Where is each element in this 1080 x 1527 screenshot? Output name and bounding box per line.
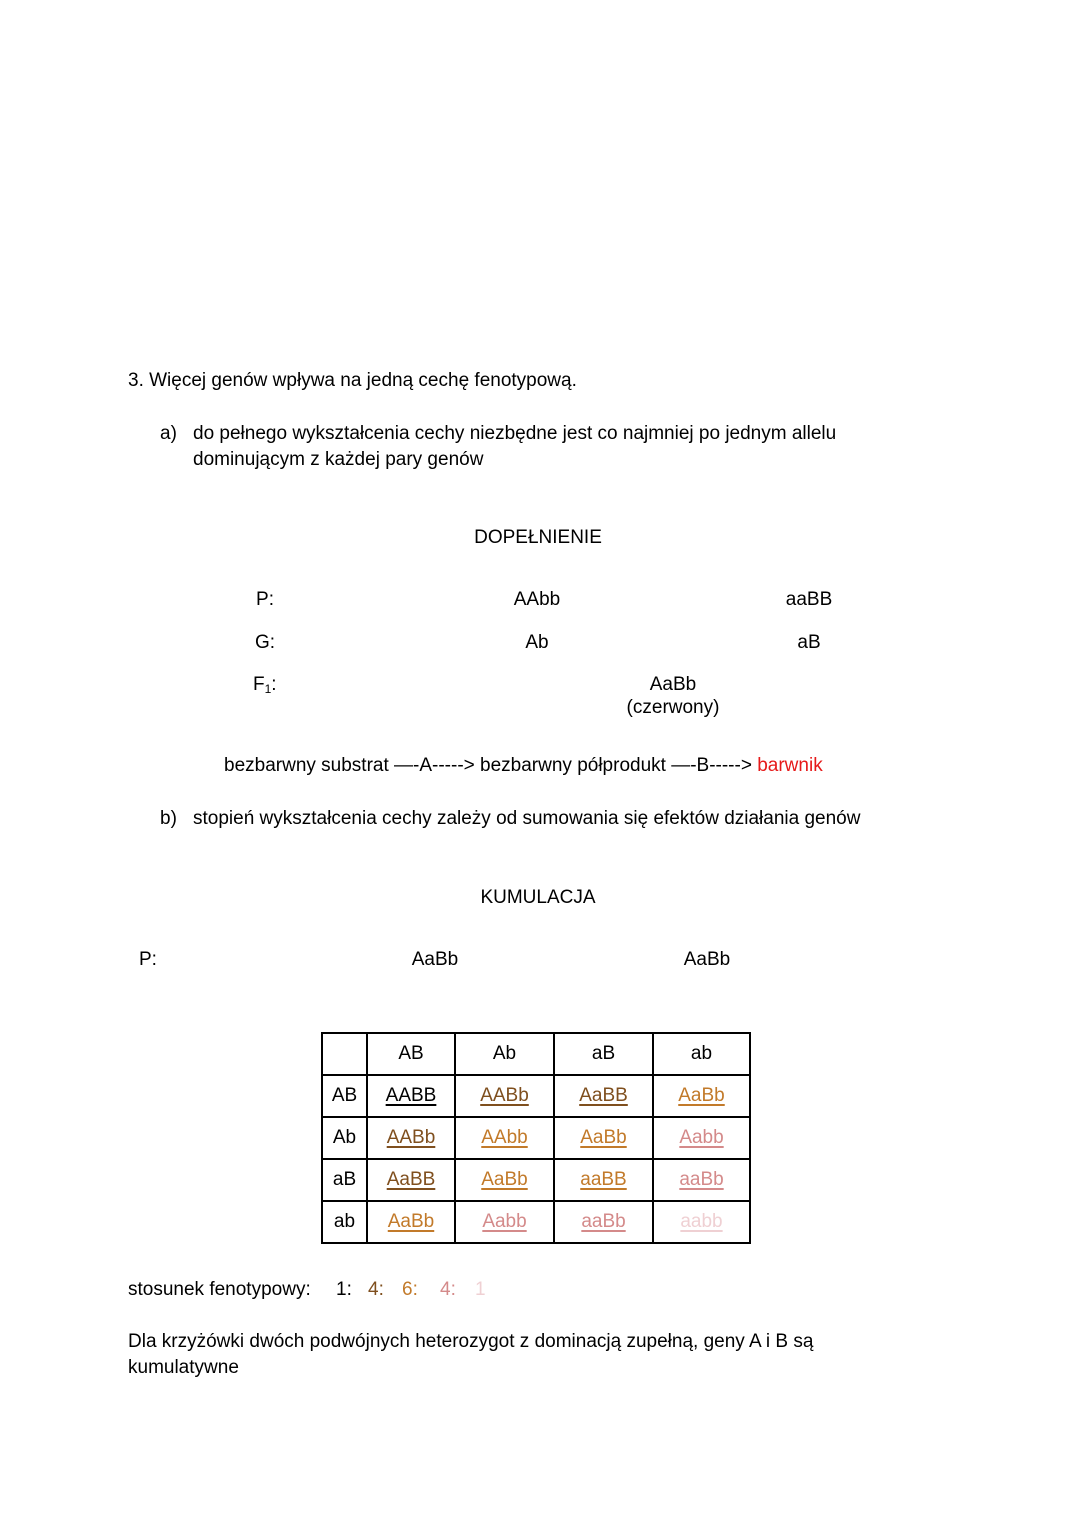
point-b-marker: b) xyxy=(160,808,177,829)
kum-p-label: P: xyxy=(139,949,157,970)
conclusion-line2: kumulatywne xyxy=(128,1357,239,1378)
kumulacja-title: KUMULACJA xyxy=(480,887,596,908)
punnett-row xyxy=(322,1159,750,1201)
punnett-cell: AaBB xyxy=(579,1085,628,1106)
dop-f1-label xyxy=(253,672,277,702)
punnett-cell: AABb xyxy=(386,1127,436,1148)
ratio-label: stosunek fenotypowy: xyxy=(128,1279,311,1300)
punnett-cell: AaBb xyxy=(678,1085,725,1106)
point-a-line1: do pełnego wykształcenia cechy niezbędne jest co najmniej po jednym allelu xyxy=(193,423,837,444)
punnett-header-row xyxy=(322,1033,750,1075)
punnett-cell: AaBb xyxy=(481,1169,528,1190)
punnett-cell: aaBb xyxy=(581,1211,626,1232)
dop-f1-phenotype: (czerwony) xyxy=(626,697,720,718)
ratio-value-3dom: 4: xyxy=(368,1279,384,1300)
punnett-corner xyxy=(322,1033,367,1075)
punnett-col-header: aB xyxy=(554,1033,653,1075)
ratio-value-2dom: 6: xyxy=(402,1279,418,1300)
dop-g-label: G: xyxy=(254,632,276,653)
section-heading: 3. Więcej genów wpływa na jedną cechę fenotypową. xyxy=(128,370,577,391)
punnett-cell: Aabb xyxy=(482,1211,527,1232)
conclusion-line1: Dla krzyżówki dwóch podwójnych heterozygot z dominacją zupełną, geny A i B są xyxy=(128,1331,814,1352)
punnett-row-header: AB xyxy=(322,1075,367,1117)
punnett-col-header: ab xyxy=(653,1033,750,1075)
punnett-cell: AAbb xyxy=(481,1127,528,1148)
pathway xyxy=(224,753,823,779)
ratio-value-0dom: 1 xyxy=(475,1279,486,1300)
pathway-text: bezbarwny substrat —-A-----> bezbarwny półprodukt —-B-----> xyxy=(224,755,758,776)
dop-p-right: aaBB xyxy=(785,589,833,610)
dop-f1-genotype: AaBb xyxy=(649,674,697,695)
pathway-product: barwnik xyxy=(757,755,823,776)
punnett-row xyxy=(322,1075,750,1117)
punnett-cell: AaBb xyxy=(580,1127,627,1148)
dop-g-right: aB xyxy=(797,632,821,653)
point-b-text: stopień wykształcenia cechy zależy od sumowania się efektów działania genów xyxy=(193,808,861,829)
dop-p-label: P: xyxy=(256,589,274,610)
f1-letter: F xyxy=(253,674,265,695)
punnett-cell: AABb xyxy=(480,1085,529,1106)
f1-subscript: 1 xyxy=(264,682,272,696)
punnett-cell: AaBB xyxy=(386,1169,436,1190)
punnett-col-header: AB xyxy=(367,1033,455,1075)
kum-p-left: AaBb xyxy=(411,949,459,970)
punnett-cell: aaBb xyxy=(679,1169,724,1190)
punnett-cell: AABB xyxy=(385,1085,437,1106)
kum-p-right: AaBb xyxy=(683,949,731,970)
punnett-square xyxy=(321,1032,751,1244)
punnett-row-header: Ab xyxy=(322,1117,367,1159)
dopelnienie-title: DOPEŁNIENIE xyxy=(474,527,602,548)
punnett-row xyxy=(322,1117,750,1159)
dop-g-left: Ab xyxy=(525,632,549,653)
punnett-cell: AaBb xyxy=(387,1211,435,1232)
f1-colon: : xyxy=(271,674,277,695)
punnett-cell: aaBB xyxy=(580,1169,627,1190)
dop-p-left: AAbb xyxy=(513,589,561,610)
punnett-cell: aabb xyxy=(680,1211,723,1232)
point-a-marker: a) xyxy=(160,423,177,444)
punnett-row-header: ab xyxy=(322,1201,367,1243)
punnett-cell: Aabb xyxy=(679,1127,724,1148)
point-a-line2: dominującym z każdej pary genów xyxy=(193,449,484,470)
punnett-col-header: Ab xyxy=(455,1033,554,1075)
punnett-row-header: aB xyxy=(322,1159,367,1201)
ratio-value-1dom: 4: xyxy=(440,1279,456,1300)
ratio-value-4dom: 1: xyxy=(336,1279,352,1300)
punnett-row xyxy=(322,1201,750,1243)
